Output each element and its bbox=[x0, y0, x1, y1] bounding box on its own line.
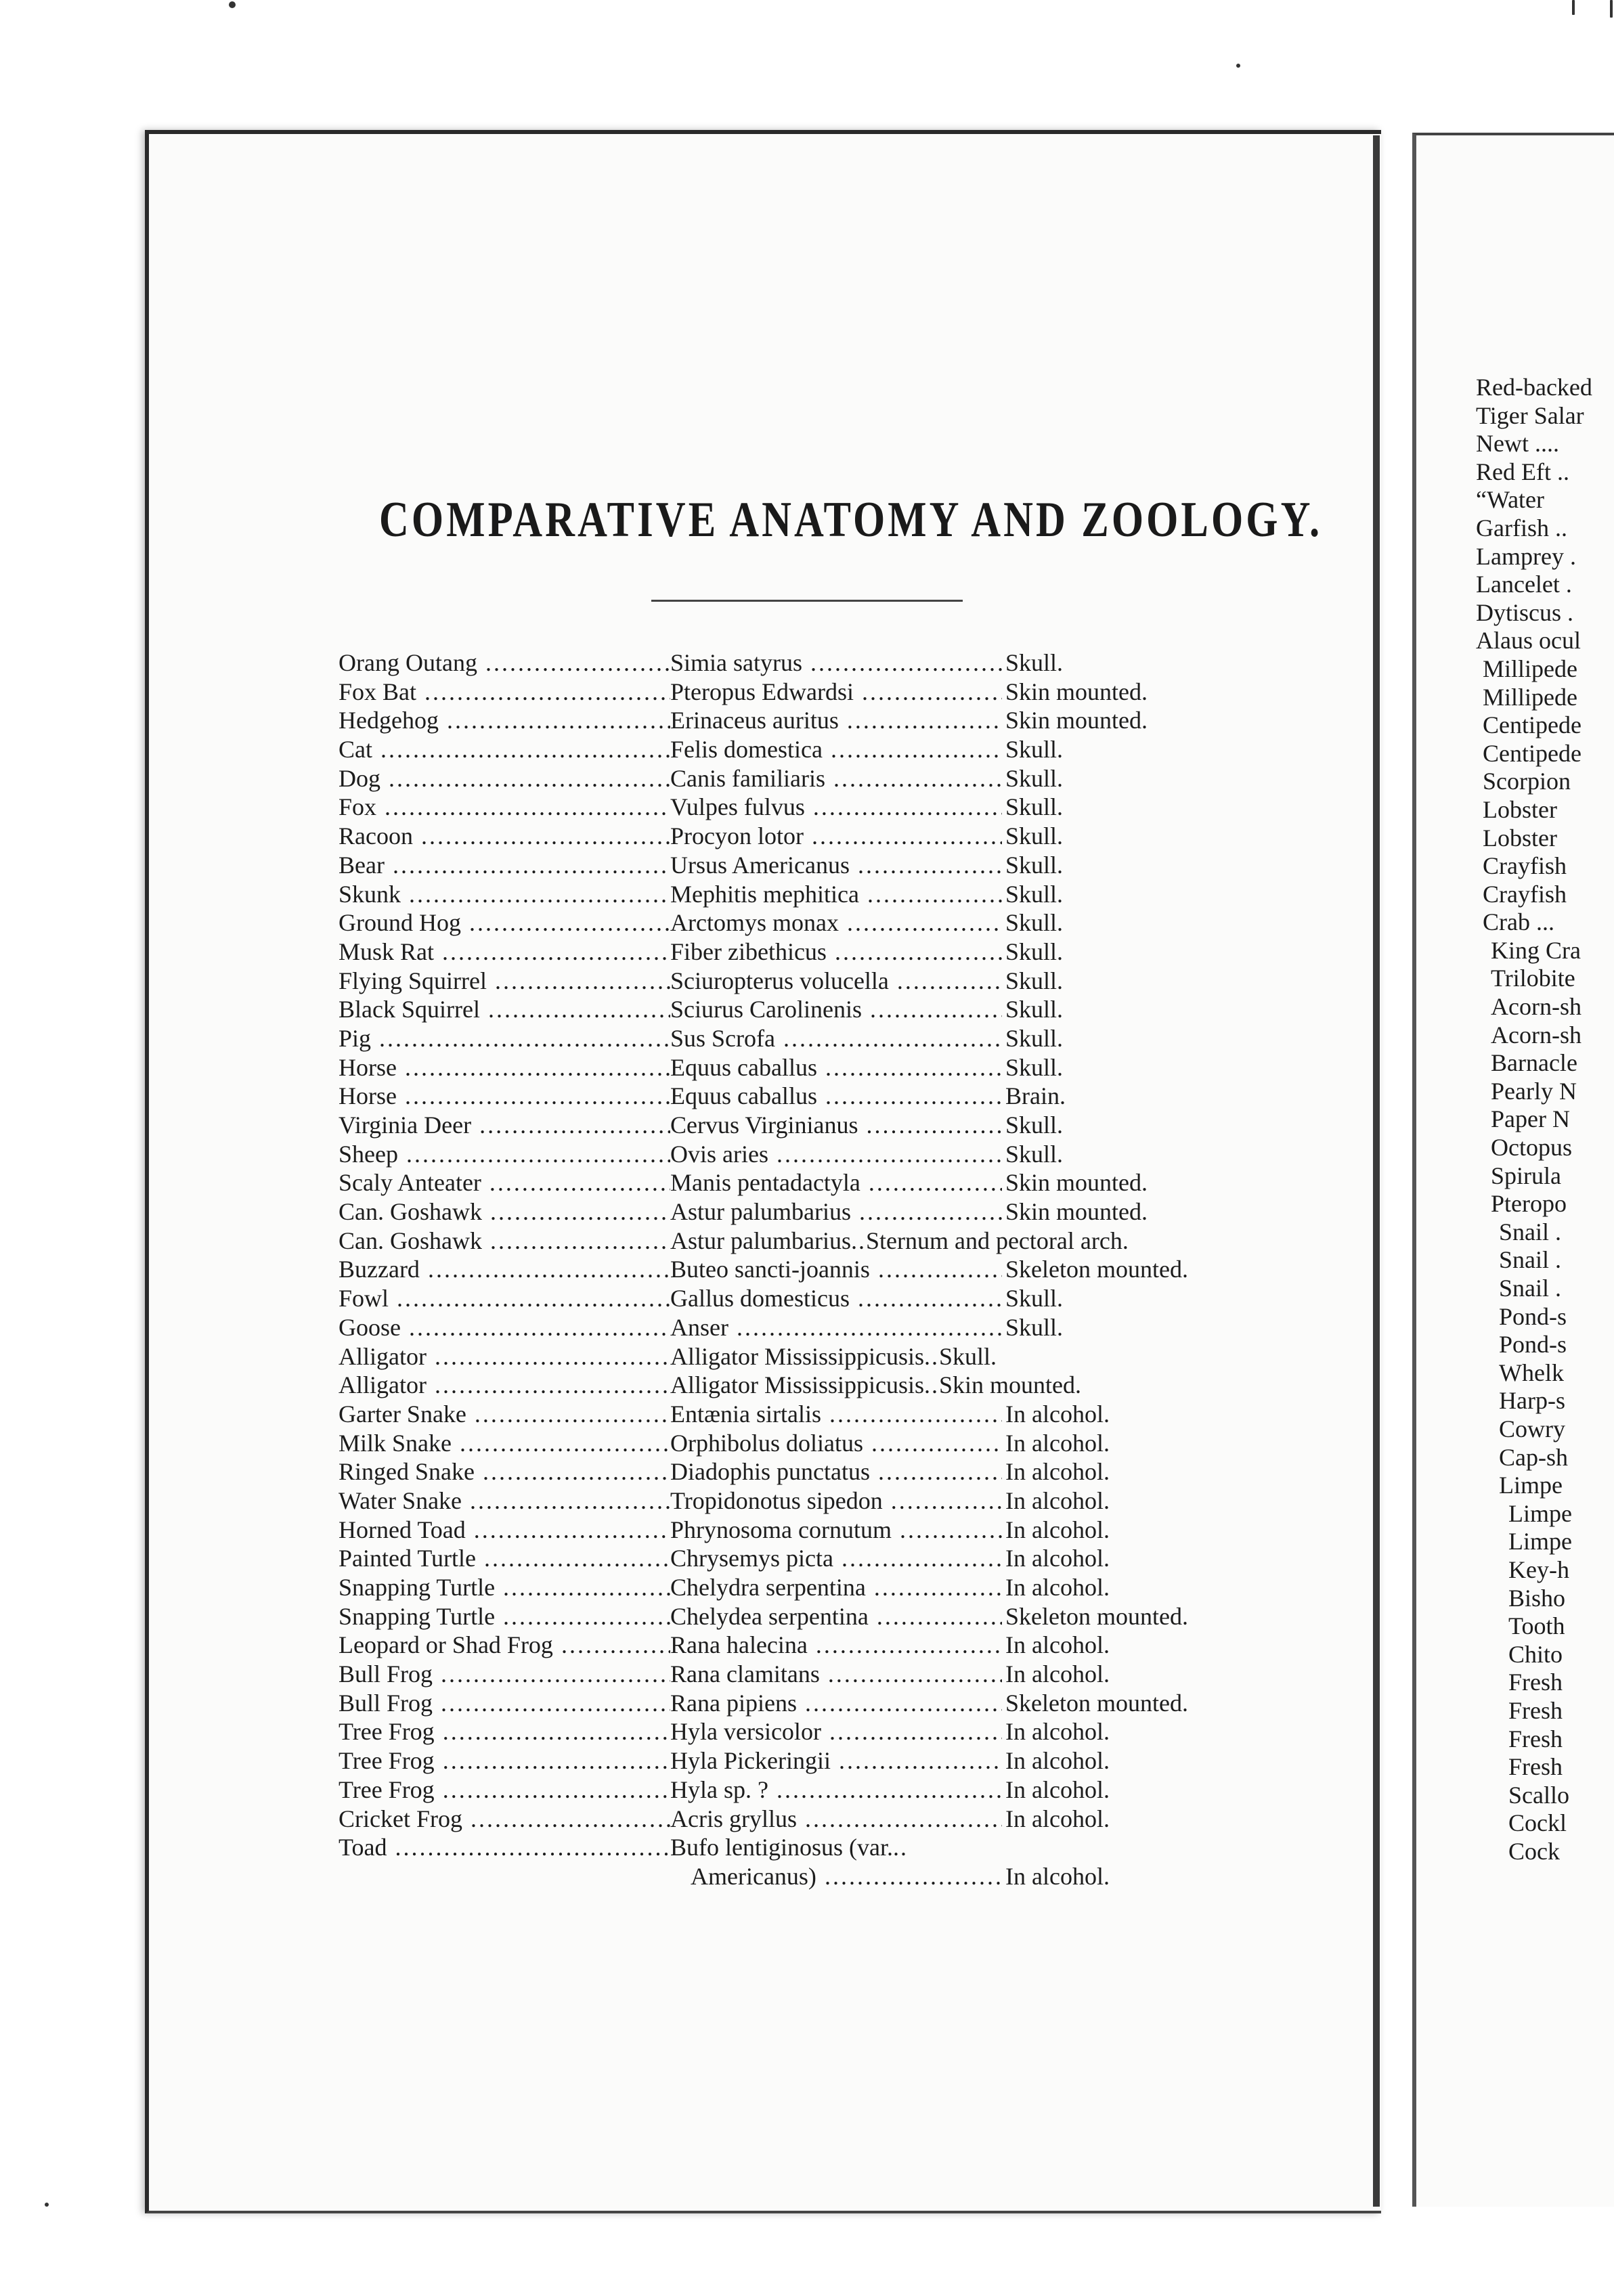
preparation: In alcohol. bbox=[1005, 1545, 1110, 1572]
right-page-item: Crab ... bbox=[1483, 908, 1554, 936]
specimen-row bbox=[339, 1082, 1300, 1111]
specimen-row bbox=[339, 1602, 1300, 1631]
scientific-name: Ursus Americanus ..... bbox=[670, 851, 1002, 880]
right-page-item: Barnacle bbox=[1491, 1049, 1577, 1077]
common-name: Can. Goshawk ..... bbox=[339, 1197, 670, 1227]
specimen-row bbox=[339, 706, 1300, 735]
right-page-item: Whelk bbox=[1499, 1359, 1564, 1386]
right-page-item: Key-h bbox=[1508, 1555, 1569, 1583]
common-name: Ringed Snake ..... bbox=[339, 1457, 670, 1486]
preparation: Skin mounted. bbox=[939, 1371, 1082, 1399]
common-name: Dog ..... bbox=[339, 764, 670, 793]
scientific-name: Astur palumbarius ..... bbox=[670, 1197, 1002, 1227]
specimen-row bbox=[339, 1833, 1300, 1862]
right-page-item: Trilobite bbox=[1491, 965, 1575, 992]
right-page-item: Snail . bbox=[1499, 1218, 1562, 1245]
scientific-name: Phrynosoma cornutum ..... bbox=[670, 1516, 1002, 1545]
right-page-item: Lamprey . bbox=[1476, 542, 1576, 570]
right-page-item: Red-backed bbox=[1476, 374, 1592, 401]
scientific-name: Buteo sancti-joannis ..... bbox=[670, 1255, 1002, 1284]
right-page-item: Centipede bbox=[1483, 739, 1582, 767]
preparation: Skull. bbox=[1005, 1053, 1064, 1081]
right-page-item: Fresh bbox=[1508, 1725, 1563, 1752]
scan-speck bbox=[1236, 64, 1240, 68]
common-name: Goose ..... bbox=[339, 1313, 670, 1342]
specimen-row bbox=[339, 1197, 1300, 1227]
common-name: Tree Frog ..... bbox=[339, 1717, 670, 1746]
specimen-row bbox=[339, 1573, 1300, 1602]
preparation: In alcohol. bbox=[1005, 1718, 1110, 1746]
preparation: In alcohol. bbox=[1005, 1660, 1110, 1688]
specimen-row bbox=[339, 1371, 1300, 1400]
scientific-name: Canis familiaris ..... bbox=[670, 764, 1002, 793]
right-page-item: Bisho bbox=[1508, 1584, 1566, 1612]
common-name: Milk Snake ..... bbox=[339, 1429, 670, 1458]
preparation: Sternum and pectoral arch. bbox=[865, 1227, 1129, 1254]
preparation: Skin mounted. bbox=[1005, 1198, 1148, 1226]
common-name: Water Snake ..... bbox=[339, 1486, 670, 1516]
right-page-item: Lancelet . bbox=[1476, 571, 1572, 598]
right-page-item: Pond-s bbox=[1499, 1331, 1567, 1359]
preparation: Brain. bbox=[1005, 1082, 1066, 1110]
preparation: In alcohol. bbox=[1005, 1574, 1110, 1601]
right-page-item: Cowry bbox=[1499, 1415, 1565, 1442]
specimen-row bbox=[339, 735, 1300, 764]
preparation: Skull. bbox=[1005, 822, 1064, 850]
right-page-item: Acorn-sh bbox=[1491, 1021, 1582, 1048]
specimen-row bbox=[339, 1024, 1300, 1053]
preparation: Skull. bbox=[1005, 793, 1064, 821]
specimen-row bbox=[339, 1168, 1300, 1197]
preparation: In alcohol. bbox=[1005, 1516, 1110, 1543]
specimen-row bbox=[339, 1429, 1300, 1458]
preparation: Skull. bbox=[1005, 937, 1064, 965]
specimen-row bbox=[339, 851, 1300, 880]
right-page-item: Paper N bbox=[1491, 1105, 1570, 1133]
scientific-name: Equus caballus ..... bbox=[670, 1082, 1002, 1111]
specimen-row bbox=[339, 1227, 1300, 1256]
right-page-item: Crayfish bbox=[1483, 880, 1567, 908]
common-name: Skunk ..... bbox=[339, 880, 670, 909]
preparation: Skull. bbox=[1005, 1140, 1064, 1168]
preparation: Skull. bbox=[1005, 1313, 1064, 1341]
common-name: Cat ..... bbox=[339, 735, 670, 764]
right-page-item: Cock bbox=[1508, 1837, 1560, 1865]
scientific-name: Sus Scrofa ..... bbox=[670, 1024, 1002, 1053]
common-name: Tree Frog ..... bbox=[339, 1775, 670, 1805]
common-name: Fox Bat ..... bbox=[339, 678, 670, 707]
preparation: Skull. bbox=[1005, 1024, 1064, 1052]
common-name: Sheep ..... bbox=[339, 1140, 670, 1169]
scientific-name: Acris gryllus ..... bbox=[670, 1805, 1002, 1834]
preparation: Skull. bbox=[1005, 996, 1064, 1023]
right-page-item: Millipede bbox=[1483, 655, 1577, 682]
common-name: Fowl ..... bbox=[339, 1284, 670, 1313]
specimen-list bbox=[339, 648, 1300, 1891]
scan-speck bbox=[1572, 0, 1575, 15]
scientific-name: Cervus Virginianus ..... bbox=[670, 1111, 1002, 1140]
scientific-name: Alligator Mississippicusis .. bbox=[670, 1371, 939, 1398]
common-name: Virginia Deer ..... bbox=[339, 1111, 670, 1140]
right-page-item: Tiger Salar bbox=[1476, 401, 1584, 429]
preparation: Skull. bbox=[1005, 764, 1064, 792]
scientific-name: Arctomys monax ..... bbox=[670, 908, 1002, 937]
scientific-name: Chrysemys picta ..... bbox=[670, 1544, 1002, 1573]
scientific-name: Hyla sp. ? ..... bbox=[670, 1775, 1002, 1805]
common-name: Racoon ..... bbox=[339, 822, 670, 851]
right-page-item: Snail . bbox=[1499, 1275, 1562, 1302]
right-page-item: Tooth bbox=[1508, 1612, 1565, 1640]
common-name: Alligator ..... bbox=[339, 1371, 670, 1400]
scientific-name: Manis pentadactyla ..... bbox=[670, 1168, 1002, 1197]
preparation: Skull. bbox=[1005, 1111, 1064, 1139]
scientific-name: Vulpes fulvus ..... bbox=[670, 793, 1002, 822]
right-page-item: Chito bbox=[1508, 1640, 1563, 1668]
specimen-row bbox=[339, 1660, 1300, 1689]
scientific-name: Mephitis mephitica ..... bbox=[670, 880, 1002, 909]
scientific-name: Simia satyrus ..... bbox=[670, 648, 1002, 678]
scientific-name: Entænia sirtalis ..... bbox=[670, 1400, 1002, 1429]
right-page-item: Pond-s bbox=[1499, 1302, 1567, 1330]
common-name: Bear ..... bbox=[339, 851, 670, 880]
specimen-row bbox=[339, 1140, 1300, 1169]
common-name: Cricket Frog ..... bbox=[339, 1805, 670, 1834]
common-name: Hedgehog ..... bbox=[339, 706, 670, 735]
specimen-row bbox=[339, 937, 1300, 967]
scientific-name: Erinaceus auritus ..... bbox=[670, 706, 1002, 735]
right-page-item: Dytiscus . bbox=[1476, 598, 1573, 626]
specimen-row bbox=[339, 678, 1300, 707]
page-title: COMPARATIVE ANATOMY AND ZOOLOGY. bbox=[379, 492, 1323, 548]
common-name: Horse ..... bbox=[339, 1082, 670, 1111]
common-name: Painted Turtle ..... bbox=[339, 1544, 670, 1573]
specimen-row bbox=[339, 1689, 1300, 1718]
specimen-row bbox=[339, 880, 1300, 909]
right-page-item: Millipede bbox=[1483, 683, 1577, 711]
specimen-row bbox=[339, 1457, 1300, 1486]
right-page-item: Limpe bbox=[1499, 1472, 1563, 1499]
common-name: Scaly Anteater ..... bbox=[339, 1168, 670, 1197]
common-name: Fox ..... bbox=[339, 793, 670, 822]
right-page-item: Crayfish bbox=[1483, 852, 1567, 880]
common-name: Buzzard ..... bbox=[339, 1255, 670, 1284]
scientific-name: Bufo lentiginosus (var. .. bbox=[670, 1833, 908, 1862]
preparation: Skeleton mounted. bbox=[1005, 1689, 1188, 1717]
scientific-name: Alligator Mississippicusis .. bbox=[670, 1343, 939, 1370]
common-name: Toad ..... bbox=[339, 1833, 670, 1862]
preparation: In alcohol. bbox=[1005, 1429, 1110, 1457]
right-page-item: Cockl bbox=[1508, 1809, 1567, 1837]
specimen-row bbox=[339, 822, 1300, 851]
scientific-name: Fiber zibethicus ..... bbox=[670, 937, 1002, 967]
preparation: In alcohol. bbox=[1005, 1805, 1110, 1832]
specimen-row bbox=[339, 1486, 1300, 1516]
right-page-list bbox=[1476, 374, 1592, 1866]
common-name: Bull Frog ..... bbox=[339, 1660, 670, 1689]
scientific-name: Diadophis punctatus ..... bbox=[670, 1457, 1002, 1486]
scientific-name: Hyla versicolor ..... bbox=[670, 1717, 1002, 1746]
specimen-row bbox=[339, 1111, 1300, 1140]
scientific-name: Sciuropterus volucella ..... bbox=[670, 967, 1002, 996]
specimen-row bbox=[339, 967, 1300, 996]
specimen-row bbox=[339, 1805, 1300, 1834]
common-name: Can. Goshawk ..... bbox=[339, 1227, 670, 1256]
right-page-item: Limpe bbox=[1508, 1528, 1572, 1555]
specimen-row bbox=[339, 764, 1300, 793]
preparation: In alcohol. bbox=[1005, 1486, 1110, 1514]
specimen-row bbox=[339, 793, 1300, 822]
common-name: Pig ..... bbox=[339, 1024, 670, 1053]
scientific-name: Tropidonotus sipedon ..... bbox=[670, 1486, 1002, 1516]
scientific-name: Pteropus Edwardsi ..... bbox=[670, 678, 1002, 707]
preparation: Skeleton mounted. bbox=[1005, 1602, 1188, 1630]
common-name: Leopard or Shad Frog ..... bbox=[339, 1631, 670, 1660]
specimen-row bbox=[339, 1717, 1300, 1746]
right-page-item: Scallo bbox=[1508, 1781, 1569, 1809]
common-name: Ground Hog ..... bbox=[339, 908, 670, 937]
right-page-item: Acorn-sh bbox=[1491, 993, 1582, 1021]
right-page-item: Pearly N bbox=[1491, 1077, 1577, 1105]
scientific-name: Chelydea serpentina ..... bbox=[670, 1602, 1002, 1631]
common-name: Horse ..... bbox=[339, 1053, 670, 1082]
right-page-item: Octopus bbox=[1491, 1134, 1572, 1162]
scan-speck bbox=[45, 2203, 49, 2207]
right-page-item: Pteropo bbox=[1491, 1190, 1567, 1218]
right-page-item: Centipede bbox=[1483, 711, 1582, 739]
scan-margin bbox=[0, 0, 1614, 122]
specimen-row bbox=[339, 1053, 1300, 1082]
specimen-row bbox=[339, 1313, 1300, 1342]
common-name: Musk Rat ..... bbox=[339, 937, 670, 967]
specimen-row bbox=[339, 648, 1300, 678]
scientific-name: Americanus) ..... bbox=[691, 1862, 1002, 1891]
right-page-item: Lobster bbox=[1483, 824, 1557, 852]
scientific-name: Equus caballus ..... bbox=[670, 1053, 1002, 1082]
book-gutter bbox=[1373, 135, 1380, 2207]
preparation: Skull. bbox=[1005, 909, 1064, 937]
preparation: Skin mounted. bbox=[1005, 678, 1148, 705]
preparation: Skull. bbox=[1005, 649, 1064, 676]
right-page-item: Harp-s bbox=[1499, 1387, 1565, 1415]
right-page-item: Fresh bbox=[1508, 1696, 1563, 1724]
specimen-row bbox=[339, 1631, 1300, 1660]
preparation: In alcohol. bbox=[1005, 1631, 1110, 1659]
scientific-name: Ovis aries ..... bbox=[670, 1140, 1002, 1169]
scientific-name: Chelydra serpentina ..... bbox=[670, 1573, 1002, 1602]
right-page-item: “Water bbox=[1476, 486, 1545, 514]
preparation: Skull. bbox=[1005, 736, 1064, 764]
right-page-item: Snail . bbox=[1499, 1246, 1562, 1274]
preparation: Skin mounted. bbox=[1005, 1169, 1148, 1197]
common-name: Horned Toad ..... bbox=[339, 1516, 670, 1545]
specimen-row bbox=[339, 1516, 1300, 1545]
specimen-row bbox=[339, 1746, 1300, 1775]
preparation: In alcohol. bbox=[1005, 1862, 1110, 1890]
scientific-name: Orphibolus doliatus ..... bbox=[670, 1429, 1002, 1458]
preparation: Skeleton mounted. bbox=[1005, 1256, 1188, 1283]
specimen-row bbox=[339, 1400, 1300, 1429]
right-page-item: Garfish .. bbox=[1476, 514, 1567, 542]
common-name: Flying Squirrel ..... bbox=[339, 967, 670, 996]
preparation: Skull. bbox=[1005, 851, 1064, 879]
specimen-row bbox=[339, 1255, 1300, 1284]
scientific-name: Anser ..... bbox=[670, 1313, 1002, 1342]
right-page-item: Fresh bbox=[1508, 1753, 1563, 1781]
scan-speck bbox=[229, 1, 236, 8]
scientific-name: Hyla Pickeringii ..... bbox=[670, 1746, 1002, 1775]
preparation: Skull. bbox=[1005, 880, 1064, 908]
scientific-name: Sciurus Carolinenis ..... bbox=[670, 995, 1002, 1024]
common-name: Black Squirrel ..... bbox=[339, 995, 670, 1024]
right-page-item: Cap-sh bbox=[1499, 1443, 1568, 1471]
specimen-row bbox=[339, 1775, 1300, 1805]
common-name: Bull Frog ..... bbox=[339, 1689, 670, 1718]
right-page-item: Scorpion bbox=[1483, 768, 1571, 795]
scientific-name: Procyon lotor ..... bbox=[670, 822, 1002, 851]
common-name: Tree Frog ..... bbox=[339, 1746, 670, 1775]
preparation: Skull. bbox=[939, 1342, 997, 1370]
scientific-name: Gallus domesticus ..... bbox=[670, 1284, 1002, 1313]
preparation: In alcohol. bbox=[1005, 1775, 1110, 1803]
preparation: Skull. bbox=[1005, 967, 1064, 994]
right-page-item: Alaus ocul bbox=[1476, 627, 1581, 655]
common-name: Snapping Turtle ..... bbox=[339, 1573, 670, 1602]
specimen-row bbox=[339, 908, 1300, 937]
right-page-item: King Cra bbox=[1491, 936, 1581, 964]
specimen-row bbox=[339, 1284, 1300, 1313]
right-page-item: Newt .... bbox=[1476, 430, 1559, 458]
preparation: Skin mounted. bbox=[1005, 707, 1148, 734]
scientific-name: Felis domestica ..... bbox=[670, 735, 1002, 764]
right-page-item: Red Eft .. bbox=[1476, 458, 1569, 485]
common-name: Orang Outang ..... bbox=[339, 648, 670, 678]
common-name: Snapping Turtle ..... bbox=[339, 1602, 670, 1631]
preparation: In alcohol. bbox=[1005, 1400, 1110, 1428]
specimen-row bbox=[339, 1342, 1300, 1371]
preparation: In alcohol. bbox=[1005, 1747, 1110, 1775]
preparation: Skull. bbox=[1005, 1285, 1064, 1312]
scan-speck bbox=[1610, 0, 1613, 18]
right-page-item: Spirula bbox=[1491, 1162, 1561, 1189]
specimen-row bbox=[339, 995, 1300, 1024]
common-name: Garter Snake ..... bbox=[339, 1400, 670, 1429]
right-page-item: Fresh bbox=[1508, 1669, 1563, 1696]
scientific-name: Rana halecina ..... bbox=[670, 1631, 1002, 1660]
scientific-name: Rana pipiens ..... bbox=[670, 1689, 1002, 1718]
right-page-item: Limpe bbox=[1508, 1499, 1572, 1527]
scientific-name: Rana clamitans ..... bbox=[670, 1660, 1002, 1689]
specimen-row bbox=[339, 1544, 1300, 1573]
scientific-name: Astur palumbarius .. bbox=[670, 1227, 866, 1254]
specimen-row bbox=[339, 1862, 1300, 1891]
right-page-item: Lobster bbox=[1483, 795, 1557, 823]
preparation: In alcohol. bbox=[1005, 1458, 1110, 1486]
common-name: Alligator ..... bbox=[339, 1342, 670, 1371]
title-rule bbox=[651, 600, 963, 602]
